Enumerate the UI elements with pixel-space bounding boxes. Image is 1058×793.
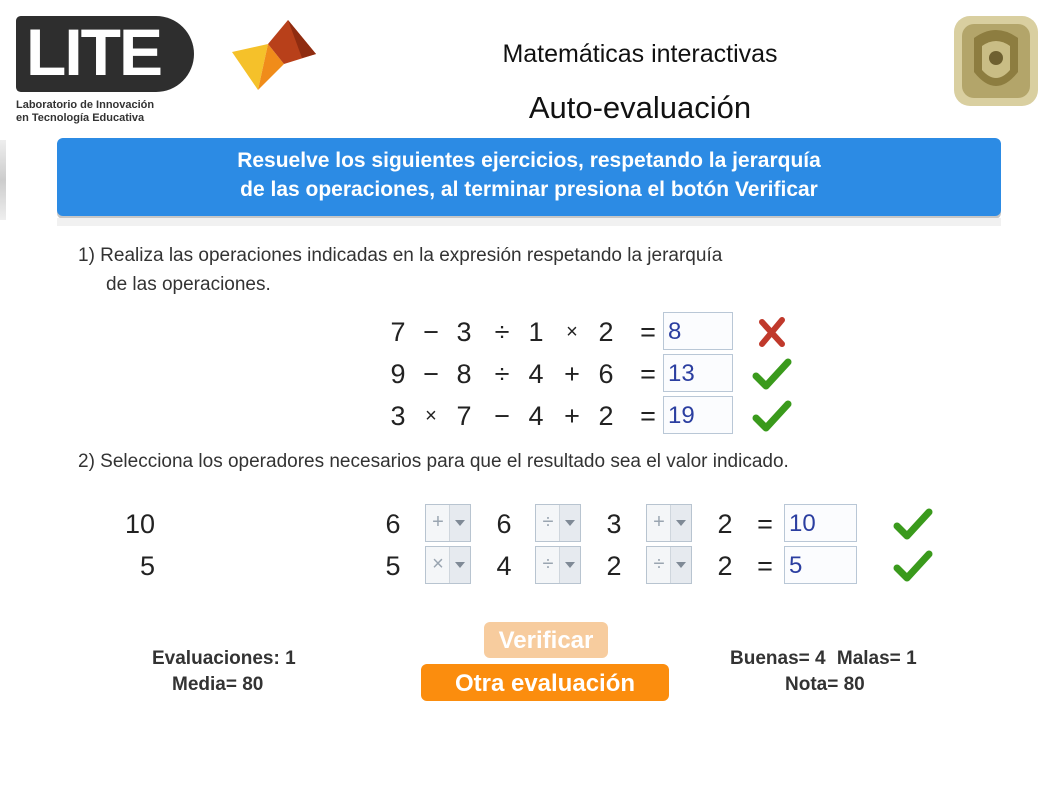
expression-operator: =	[640, 401, 656, 431]
correct-count-label: Buenas=	[730, 648, 810, 669]
unam-seal-icon	[952, 14, 1040, 108]
operator-select[interactable]	[425, 546, 471, 584]
expression-number: 4	[528, 359, 544, 389]
app-title: Matemáticas interactivas	[502, 40, 778, 68]
lite-subtitle-line1: Laboratorio de Innovación	[16, 99, 155, 111]
operator-select[interactable]	[535, 504, 581, 542]
expression-operator: ÷	[494, 359, 510, 389]
expression-operator: =	[640, 317, 656, 347]
expression-number: 9	[390, 359, 406, 389]
operator-select[interactable]	[535, 546, 581, 584]
expression-operator: +	[564, 359, 580, 389]
banner-shadow	[57, 218, 1001, 226]
equals-sign: =	[757, 551, 773, 581]
answer-input[interactable]: 8	[663, 312, 733, 350]
mean-label: Media=	[172, 674, 237, 695]
expression-operator: +	[564, 401, 580, 431]
answer-input[interactable]: 10	[784, 504, 857, 542]
answer-input[interactable]: 5	[784, 546, 857, 584]
page-title: Auto-evaluación	[528, 90, 752, 125]
operator-select-value: ×	[432, 553, 444, 575]
operator-select-value: +	[653, 511, 665, 533]
answer-input[interactable]: 19	[663, 396, 733, 434]
expression-number: 3	[456, 317, 472, 347]
wrong-count-label: Malas=	[836, 648, 901, 669]
operand-number: 5	[385, 551, 401, 581]
expression-operator: ×	[566, 321, 578, 343]
answer-input[interactable]: 13	[663, 354, 733, 392]
operator-row	[0, 546, 1058, 586]
expression-operator: ÷	[494, 317, 510, 347]
grade-stat	[785, 674, 865, 696]
expression-operator: −	[423, 359, 439, 389]
new-evaluation-button[interactable]: Otra evaluación	[421, 664, 669, 701]
checkmark-icon	[752, 356, 792, 392]
expression-number: 7	[456, 401, 472, 431]
lite-subtitle-line2: en Tecnología Educativa	[16, 112, 145, 124]
grade-value: 80	[843, 674, 865, 695]
expression-operator: ×	[425, 405, 437, 427]
operand-number: 2	[606, 551, 622, 581]
verify-button[interactable]: Verificar	[484, 622, 608, 658]
question2-text: 2) Selecciona los operadores necesarios para que el resultado sea el valor indicado.	[78, 451, 789, 472]
expression-row	[0, 396, 1058, 436]
evaluations-stat	[152, 648, 296, 670]
operator-select-value: +	[432, 511, 444, 533]
expression-operator: −	[494, 401, 510, 431]
expression-number: 4	[528, 401, 544, 431]
mean-stat	[172, 674, 263, 696]
expression-number: 8	[456, 359, 472, 389]
operand-number: 2	[717, 551, 733, 581]
expression-row	[0, 354, 1058, 394]
evaluations-label: Evaluaciones:	[152, 648, 280, 669]
chevron-down-icon[interactable]	[670, 505, 691, 541]
operand-number: 6	[385, 509, 401, 539]
chevron-down-icon[interactable]	[670, 547, 691, 583]
expression-row	[0, 312, 1058, 352]
expression-number: 2	[598, 401, 614, 431]
operand-number: 2	[717, 509, 733, 539]
page-edge-decoration	[0, 140, 6, 220]
expression-number: 7	[390, 317, 406, 347]
chevron-down-icon[interactable]	[559, 505, 580, 541]
operand-number: 4	[496, 551, 512, 581]
expression-number: 1	[528, 317, 544, 347]
instruction-line1: Resuelve los siguientes ejercicios, respetando la jerarquía	[237, 149, 821, 172]
question1-line2: de las operaciones.	[106, 274, 271, 295]
question1-text	[78, 241, 978, 299]
origami-logo-icon	[228, 18, 320, 96]
lite-logo-subtitle	[16, 99, 154, 125]
correct-count-value: 4	[815, 648, 826, 669]
operand-number: 3	[606, 509, 622, 539]
cross-icon	[752, 314, 792, 350]
expression-number: 6	[598, 359, 614, 389]
checkmark-icon	[752, 398, 792, 434]
question1-line1: 1) Realiza las operaciones indicadas en la expresión respetando la jerarquía	[78, 245, 723, 266]
operator-select[interactable]	[646, 504, 692, 542]
operand-number: 6	[496, 509, 512, 539]
chevron-down-icon[interactable]	[449, 505, 470, 541]
checkmark-icon	[893, 506, 933, 542]
operator-select-value: ÷	[542, 511, 554, 533]
operator-select-value: ÷	[542, 553, 554, 575]
operator-select[interactable]	[646, 546, 692, 584]
expression-operator: =	[640, 359, 656, 389]
score-stat	[730, 648, 917, 670]
lite-logo-text: LITE	[26, 15, 161, 89]
target-value: 10	[124, 509, 155, 539]
operator-select-value: ÷	[653, 553, 665, 575]
evaluations-value: 1	[285, 648, 296, 669]
equals-sign: =	[757, 509, 773, 539]
instruction-line2: de las operaciones, al terminar presiona el botón Verificar	[240, 178, 818, 201]
chevron-down-icon[interactable]	[559, 547, 580, 583]
chevron-down-icon[interactable]	[449, 547, 470, 583]
instruction-text	[57, 146, 1001, 204]
operator-select[interactable]	[425, 504, 471, 542]
target-value: 5	[139, 551, 155, 581]
wrong-count-value: 1	[906, 648, 917, 669]
checkmark-icon	[893, 548, 933, 584]
operator-row	[0, 504, 1058, 544]
expression-number: 2	[598, 317, 614, 347]
expression-operator: −	[423, 317, 439, 347]
expression-number: 3	[390, 401, 406, 431]
grade-label: Nota=	[785, 674, 839, 695]
mean-value: 80	[242, 674, 264, 695]
